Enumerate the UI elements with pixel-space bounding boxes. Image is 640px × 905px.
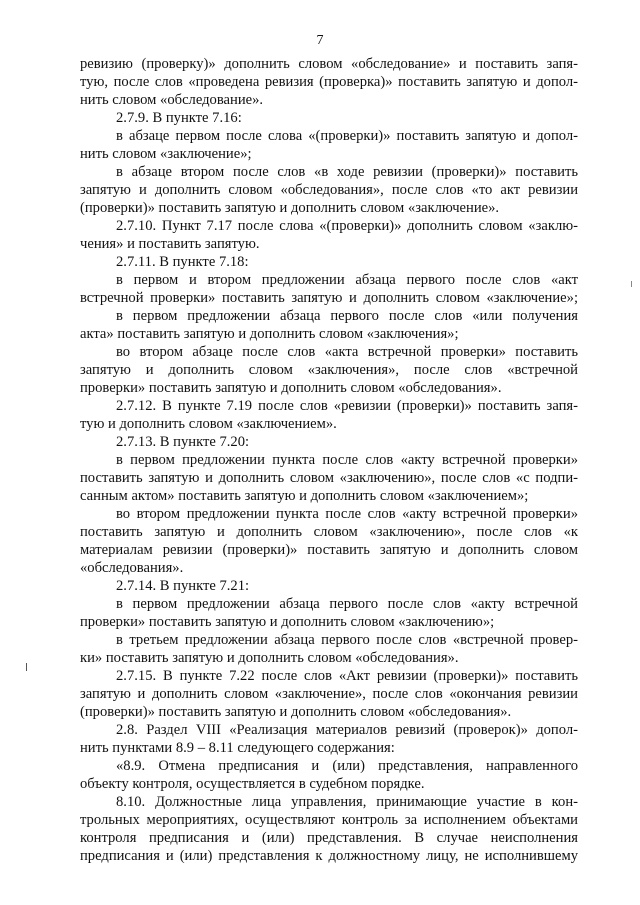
- text-line: 2.7.11. В пункте 7.18:: [116, 254, 249, 270]
- text-line: в первом предложении абзаца первого после слов «акту встречной: [116, 596, 578, 612]
- text-line: ревизию (проверку)» дополнить словом «обследование» и поставить запя-: [80, 56, 578, 72]
- text-line: 8.10. Должностные лица управления, принимающие участие в кон-: [116, 794, 578, 810]
- text-line: тую, после слов «проведена ревизия (проверка)» поставить запятую и допол-: [80, 74, 578, 90]
- text-line: во втором абзаце после слов «акта встречной проверки» поставить: [116, 344, 578, 360]
- text-line: поставить запятую и дополнить словом «заключению», после слов «с подпи-: [80, 470, 578, 486]
- text-line: ки» поставить запятую и дополнить словом «обследования».: [80, 650, 459, 666]
- text-line: объекту контроля, осуществляется в судебном порядке.: [80, 776, 425, 792]
- text-line: в первом предложении пункта после слов «акту встречной проверки»: [116, 452, 578, 468]
- text-line: поставить запятую и дополнить словом «заключению», после слов «к: [80, 524, 578, 540]
- text-line: 2.7.12. В пункте 7.19 после слов «ревизии (проверки)» поставить запя-: [116, 398, 578, 414]
- text-line: (проверки)» поставить запятую и дополнить словом «обследования».: [80, 704, 512, 720]
- text-line: нить словом «заключение»;: [80, 146, 252, 162]
- page-number: 7: [316, 33, 324, 48]
- text-line: «8.9. Отмена предписания и (или) представления, направленного: [116, 758, 578, 774]
- text-line: проверки» поставить запятую и дополнить словом «заключению»;: [80, 614, 495, 630]
- text-line: 2.7.10. Пункт 7.17 после слова «(проверки)» дополнить словом «заклю-: [116, 218, 578, 234]
- text-line: контроля предписания и (или) представления. В случае неисполнения: [80, 830, 578, 846]
- text-line: тую и дополнить словом «заключением».: [80, 416, 337, 432]
- text-line: в третьем предложении абзаца первого после слов «встречной провер-: [116, 632, 578, 648]
- text-line: запятую и дополнить словом «обследования», после слов «то акт ревизии: [80, 182, 578, 198]
- text-line: нить словом «обследование».: [80, 92, 264, 108]
- text-line: в абзаце втором после слов «в ходе ревизии (проверки)» поставить: [116, 164, 578, 180]
- text-line: запятую и дополнить словом «заключение», после слов «окончания ревизии: [80, 686, 578, 702]
- text-line: акта» поставить запятую и дополнить словом «заключения»;: [80, 326, 459, 342]
- text-line: в абзаце первом после слова «(проверки)» поставить запятую и допол-: [116, 128, 578, 144]
- text-line: 2.7.9. В пункте 7.16:: [116, 110, 242, 126]
- text-line: во втором предложении пункта после слов «акту встречной проверки»: [116, 506, 578, 522]
- scan-artifact-mark: [26, 663, 27, 671]
- text-line: в первом и втором предложении абзаца первого после слов «акт: [116, 272, 578, 288]
- text-line: 2.8. Раздел VIII «Реализация материалов ревизий (проверок)» допол-: [116, 722, 578, 738]
- text-line: «обследования».: [80, 560, 184, 576]
- text-line: 2.7.13. В пункте 7.20:: [116, 434, 250, 450]
- text-line: встречной проверки» поставить запятую и дополнить словом «заключение»;: [80, 290, 578, 306]
- text-line: нить пунктами 8.9 – 8.11 следующего содержания:: [80, 740, 395, 756]
- text-line: (проверки)» поставить запятую и дополнить словом «заключение».: [80, 200, 500, 216]
- text-line: материалам ревизии (проверки)» поставить запятую и дополнить словом: [80, 542, 578, 558]
- text-line: санным актом» поставить запятую и дополнить словом «заключением»;: [80, 488, 529, 504]
- text-line: трольных мероприятиях, осуществляют контроль за исполнением объектами: [80, 812, 578, 828]
- text-line: в первом предложении абзаца первого после слов «или получения: [116, 308, 578, 324]
- text-line: запятую и дополнить словом «заключения», после слов «встречной: [80, 362, 578, 378]
- scan-artifact-mark: [631, 281, 632, 287]
- text-line: проверки» поставить запятую и дополнить словом «обследования».: [80, 380, 502, 396]
- text-line: предписания и (или) представления к должностному лицу, не исполнившему: [80, 848, 578, 864]
- text-line: чения» и поставить запятую.: [80, 236, 260, 252]
- text-line: 2.7.14. В пункте 7.21:: [116, 578, 250, 594]
- text-line: 2.7.15. В пункте 7.22 после слов «Акт ревизии (проверки)» поставить: [116, 668, 578, 684]
